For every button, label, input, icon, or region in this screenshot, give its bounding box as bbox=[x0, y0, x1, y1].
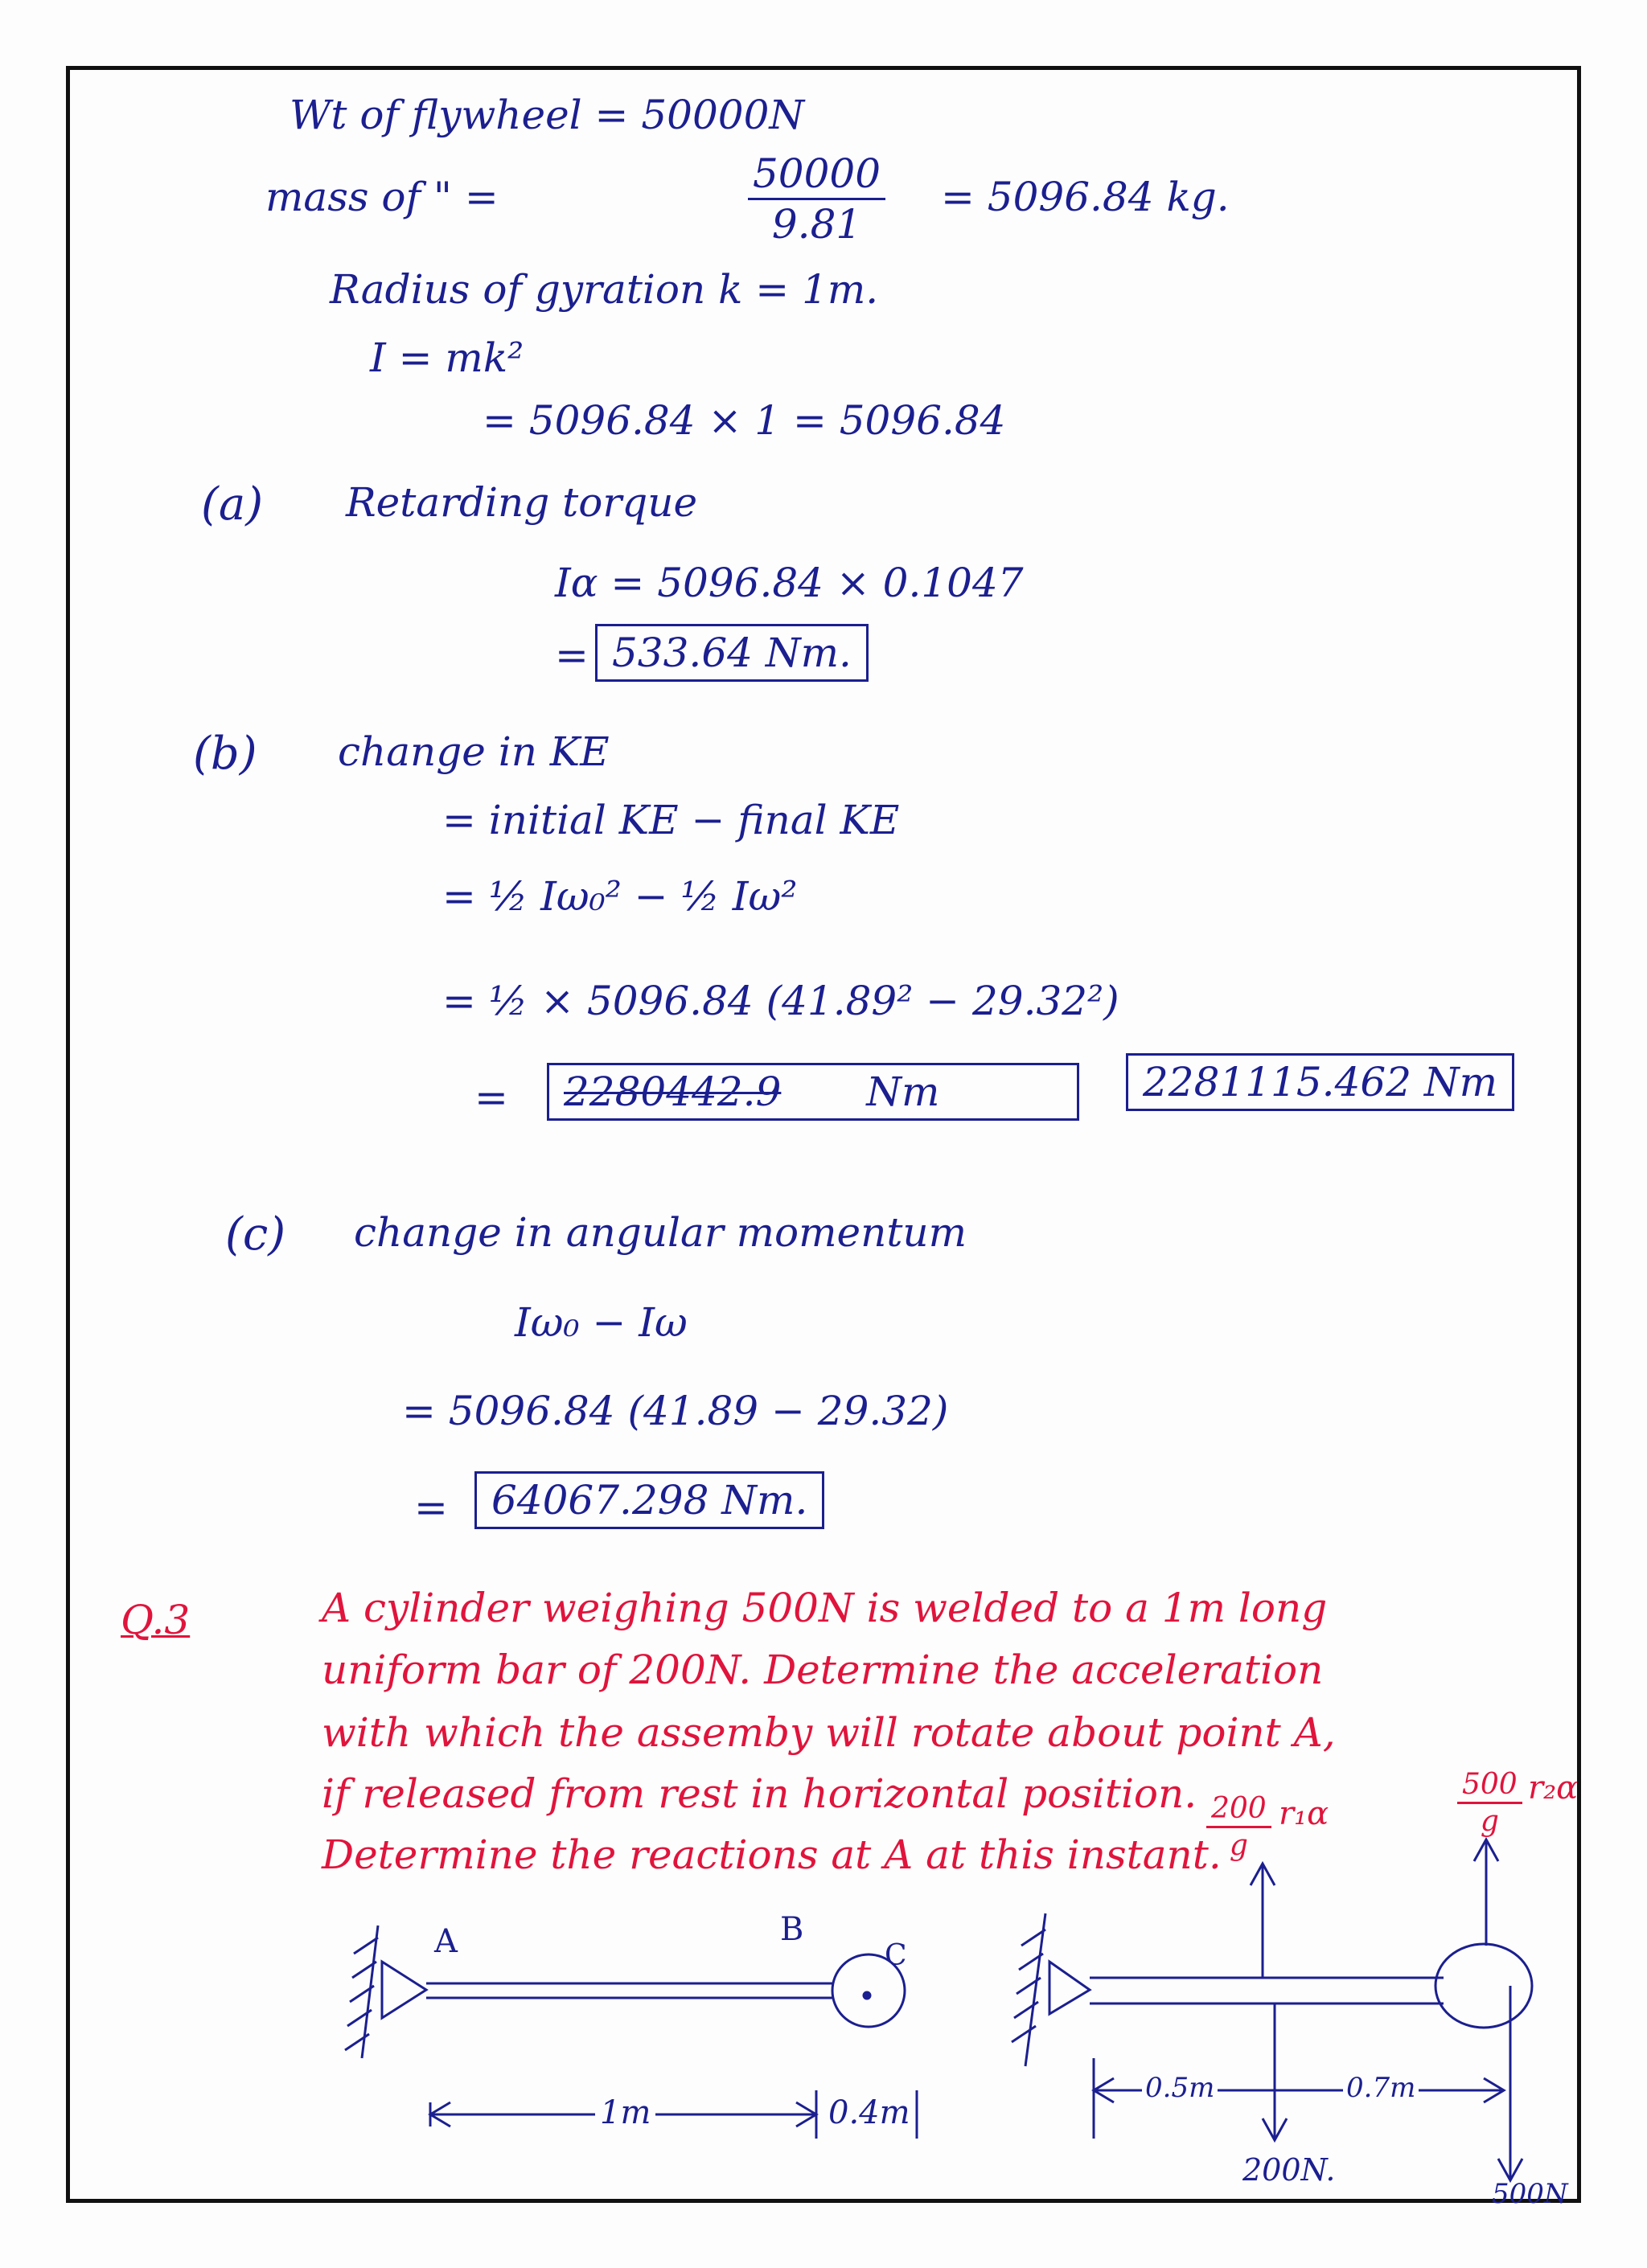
part-b-struck-unit: Nm bbox=[866, 1068, 940, 1115]
label-point-b: B bbox=[780, 1911, 804, 1948]
part-b-line3: = ½ × 5096.84 (41.89² − 29.32²) bbox=[442, 978, 1119, 1024]
dim-half-bar: 0.5m bbox=[1142, 2074, 1218, 2102]
force-bar-fraction bbox=[1206, 1791, 1271, 1863]
part-c-label: (c) bbox=[225, 1208, 286, 1261]
weight-bar-label: 200N. bbox=[1242, 2152, 1336, 2188]
force-bar-suffix: r₁α bbox=[1279, 1795, 1329, 1832]
weight-cylinder-label: 500N bbox=[1492, 2178, 1568, 2210]
mass-label: mass of " = bbox=[265, 174, 499, 220]
part-b-equals: = bbox=[474, 1074, 508, 1121]
force-cyl-num: 500 bbox=[1457, 1767, 1522, 1804]
force-cyl-suffix: r₂α bbox=[1528, 1770, 1579, 1807]
force-cyl-fraction bbox=[1457, 1767, 1522, 1839]
q3-label: Q.3 bbox=[121, 1597, 191, 1643]
q3-line2: uniform bar of 200N. Determine the acceleration bbox=[322, 1647, 1324, 1693]
part-c-line1: Iω₀ − Iω bbox=[515, 1299, 688, 1346]
q3-line4: if released from rest in horizontal position. bbox=[322, 1770, 1197, 1817]
inertia-formula: I = mk² bbox=[370, 334, 524, 381]
weight-line: Wt of flywheel = 50000N bbox=[290, 92, 805, 138]
part-c-heading: change in angular momentum bbox=[354, 1209, 967, 1256]
q3-line3: with which the assemby will rotate about point A, bbox=[322, 1709, 1336, 1756]
q3-line1: A cylinder weighing 500N is welded to a 1m long bbox=[322, 1585, 1328, 1631]
inertia-value: = 5096.84 × 1 = 5096.84 bbox=[483, 397, 1006, 444]
right-pin-support bbox=[1049, 1962, 1090, 2014]
mass-denominator: 9.81 bbox=[771, 201, 862, 248]
force-cyl-den: g bbox=[1480, 1805, 1499, 1839]
label-point-a: A bbox=[434, 1923, 458, 1960]
dim-cylinder-radius: 0.4m bbox=[828, 2094, 910, 2131]
part-a-heading: Retarding torque bbox=[346, 479, 698, 526]
dim-bar-length: 1m bbox=[595, 2097, 655, 2129]
part-a-equals: = bbox=[555, 632, 589, 679]
mass-numerator: 50000 bbox=[748, 150, 885, 200]
mass-result: = 5096.84 kg. bbox=[941, 174, 1230, 220]
force-bar-den: g bbox=[1229, 1829, 1248, 1863]
force-bar-num: 200 bbox=[1206, 1791, 1271, 1828]
part-b-label: (b) bbox=[193, 728, 257, 780]
label-point-c: C bbox=[885, 1939, 907, 1972]
part-c-equals: = bbox=[414, 1484, 448, 1531]
part-b-heading: change in KE bbox=[338, 728, 610, 775]
part-b-struck-result: 2280442.9 bbox=[564, 1068, 782, 1115]
q3-line5: Determine the reactions at A at this instant. bbox=[322, 1831, 1222, 1878]
part-b-line1: = initial KE − final KE bbox=[442, 797, 900, 843]
part-a-label: (a) bbox=[201, 478, 264, 531]
radius-gyration-line: Radius of gyration k = 1m. bbox=[330, 266, 879, 313]
dim-to-cylinder: 0.7m bbox=[1343, 2074, 1419, 2102]
part-b-line2: = ½ Iω₀² − ½ Iω² bbox=[442, 873, 798, 920]
part-a-expression: Iα = 5096.84 × 0.1047 bbox=[555, 560, 1024, 606]
right-cylinder bbox=[1435, 1944, 1532, 2028]
part-c-result-box: 64067.298 Nm. bbox=[474, 1471, 824, 1529]
part-b-result-box: 2281115.462 Nm bbox=[1126, 1053, 1514, 1111]
part-c-line2: = 5096.84 (41.89 − 29.32) bbox=[402, 1388, 949, 1434]
part-a-result-box: 533.64 Nm. bbox=[595, 624, 869, 682]
